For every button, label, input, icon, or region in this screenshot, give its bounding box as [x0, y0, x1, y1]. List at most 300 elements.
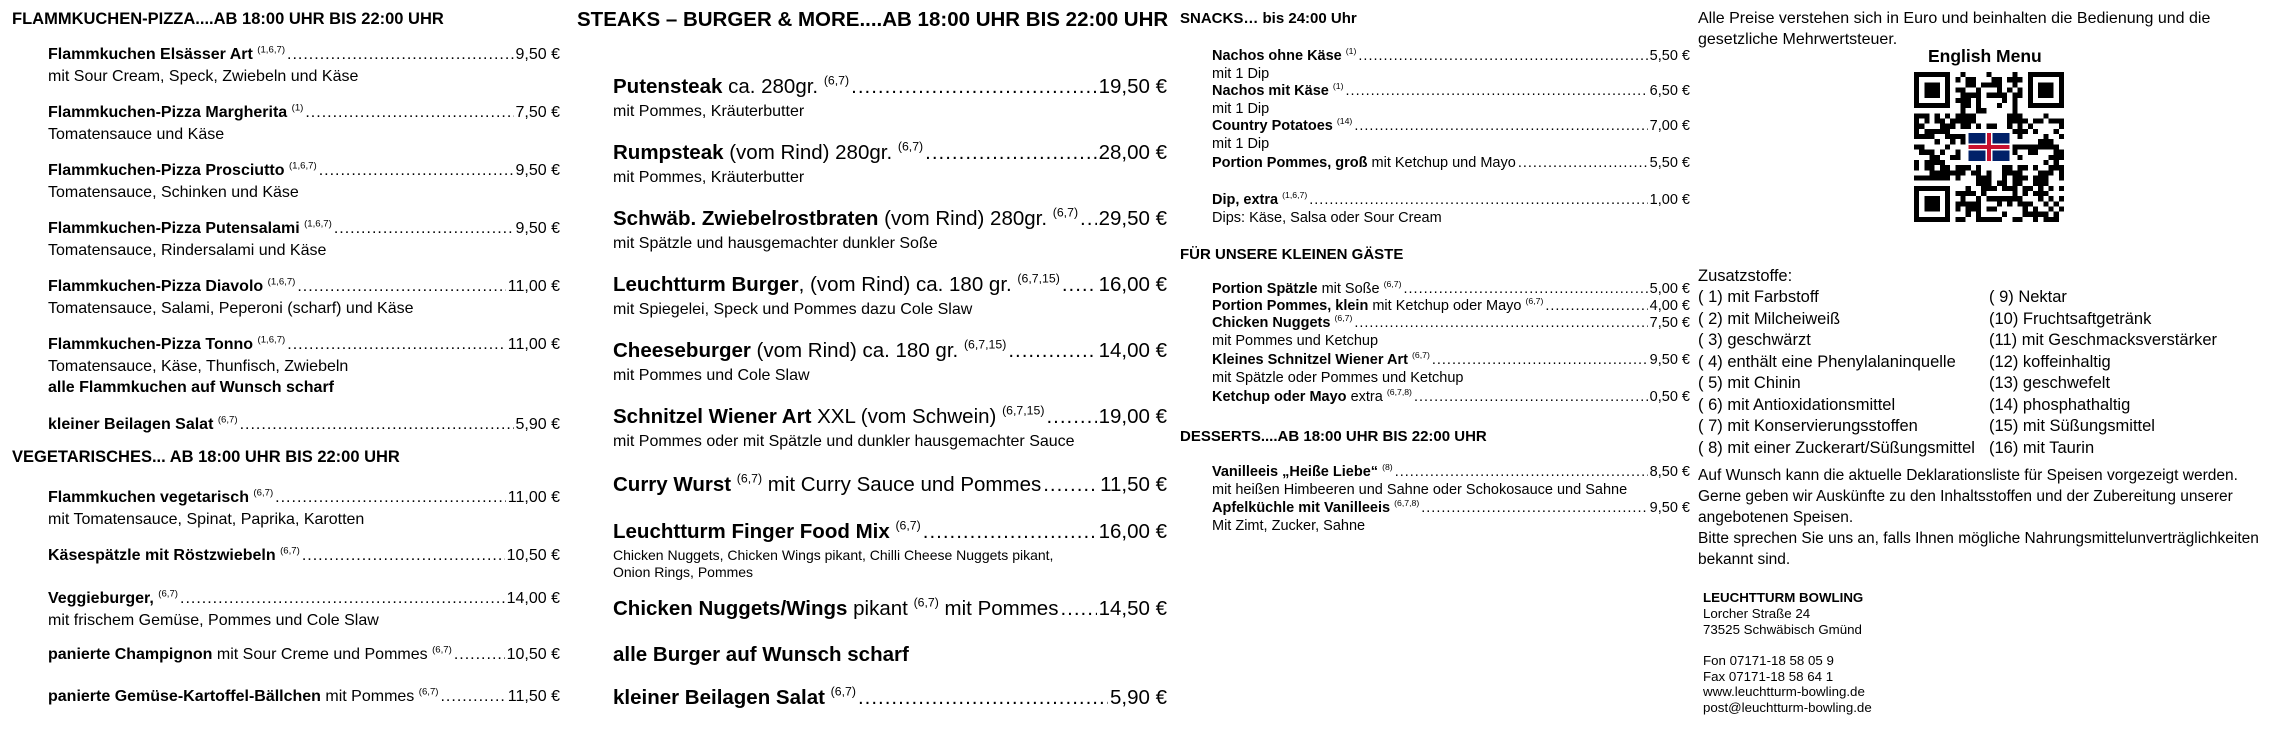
qr-module: [1992, 93, 1997, 98]
menu-item-description: Tomatensauce, Schinken und Käse: [48, 184, 299, 201]
menu-item-additives: (1,6,7): [267, 276, 296, 288]
menu-item-additives: (6,7): [432, 644, 452, 656]
qr-module: [1950, 119, 1955, 124]
qr-module: [1971, 82, 1976, 87]
deklaration-line: Bitte sprechen Sie uns an, falls Ihnen mögliche Nahrungsmittelunverträglichkeiten: [1698, 530, 2259, 547]
qr-module: [1997, 196, 2002, 201]
zusatzstoff-entry: (10) Fruchtsaftgetränk: [1989, 309, 2152, 328]
menu-item: [48, 336, 560, 376]
qr-module: [2017, 129, 2022, 134]
menu-item-name-group: [48, 646, 452, 664]
qr-module: [1966, 186, 1971, 191]
menu-item-name-group: [1212, 80, 1344, 99]
qr-module: [1919, 124, 1924, 129]
qr-module: [2007, 124, 2012, 129]
beilagen-salat-item-2: [613, 686, 1167, 713]
qr-module: [1961, 72, 1966, 77]
menu-item-row: [1212, 115, 1690, 136]
qr-module: [1986, 181, 1991, 186]
menu-item-description: mit 1 Dip: [1212, 136, 1270, 152]
menu-item-leader: [1358, 48, 1647, 64]
qr-module: [1976, 88, 1981, 93]
menu-item: [1212, 497, 1690, 535]
qr-module: [2038, 119, 2043, 124]
qr-module: [2017, 217, 2022, 222]
menu-item: [1212, 45, 1690, 83]
qr-module: [1976, 217, 1981, 222]
menu-item-description: mit Pommes, Kräuterbutter: [613, 103, 805, 120]
menu-item-row: [48, 416, 560, 437]
qr-module: [1981, 217, 1986, 222]
menu-item: [613, 597, 1167, 624]
qr-module: [2028, 186, 2033, 191]
menu-item-name-group: [48, 162, 317, 180]
menu-item-additives: (6,7): [736, 471, 763, 486]
menu-item-additives: (1): [1332, 80, 1344, 91]
menu-item-name-group: [48, 220, 332, 238]
menu-item-price: 8,50 €: [1649, 464, 1690, 480]
menu-item-name: Apfelküchle mit Vanilleeis: [1212, 500, 1391, 516]
menu-item-price: 0,50 €: [1649, 389, 1690, 405]
section-heading-kinder: FÜR UNSERE KLEINEN GÄSTE: [1180, 246, 1404, 263]
menu-item: [1212, 295, 1690, 316]
menu-item-description: Mit Zimt, Zucker, Sahne: [1212, 518, 1366, 534]
menu-item-price: 10,50 €: [506, 646, 560, 663]
qr-module: [2043, 170, 2048, 175]
menu-item-detail: (vom Rind) ca. 180 gr.: [750, 339, 959, 362]
qr-module: [1940, 119, 1945, 124]
qr-module: [1961, 103, 1966, 108]
qr-module: [1955, 165, 1960, 170]
qr-module: [2012, 191, 2017, 196]
qr-module: [2002, 196, 2007, 201]
menu-item-leader: [302, 547, 505, 565]
qr-module: [1981, 191, 1986, 196]
qr-finder: [1924, 82, 1940, 98]
menu-item-name-group: [1212, 278, 1402, 297]
menu-item-row: [1212, 295, 1690, 316]
qr-module: [2017, 77, 2022, 82]
menu-item-name-extra: „Heiße Liebe“: [1278, 464, 1379, 480]
qr-module: [1935, 139, 1940, 144]
menu-item-name-group: [1212, 115, 1353, 134]
qr-module: [2033, 150, 2038, 155]
qr-module: [1955, 88, 1960, 93]
qr-module: [1976, 170, 1981, 175]
qr-module: [2002, 170, 2007, 175]
menu-item-leader: [287, 336, 506, 354]
qr-module: [1966, 93, 1971, 98]
contact-block: [1703, 653, 1872, 715]
menu-item-additives: (6,7): [418, 686, 439, 698]
qr-module: [2012, 113, 2017, 118]
menu-item-price: 11,50 €: [1100, 473, 1167, 496]
menu-item-price: 6,50 €: [1649, 83, 1690, 99]
qr-module: [2017, 181, 2022, 186]
menu-item-description: mit heißen Himbeeren und Sahne oder Schokosauce und Sahne: [1212, 482, 1628, 498]
qr-module: [1961, 124, 1966, 129]
menu-item-row: [613, 405, 1167, 432]
qr-module: [1997, 88, 2002, 93]
qr-module: [1976, 108, 1981, 113]
address-line: 73525 Schwäbisch Gmünd: [1703, 621, 1862, 637]
menu-item-description: Tomatensauce, Salami, Peperoni (scharf) und Käse: [48, 300, 414, 317]
qr-module: [2033, 181, 2038, 186]
qr-module: [1945, 113, 1950, 118]
qr-module: [1986, 186, 1991, 191]
qr-module: [2033, 217, 2038, 222]
menu-item-row: [48, 590, 560, 611]
menu-item-additives: (6,7): [1052, 205, 1079, 220]
qr-module: [1919, 113, 1924, 118]
qr-module: [1940, 129, 1945, 134]
qr-module: [1961, 196, 1966, 201]
flammkuchen-scharf-note: alle Flammkuchen auf Wunsch scharf: [48, 379, 335, 396]
qr-module: [1919, 175, 1924, 180]
qr-module: [2043, 113, 2048, 118]
menu-item-additives: (6,7): [217, 414, 238, 426]
menu-item-additives: (14): [1336, 115, 1353, 126]
qr-module: [1955, 113, 1960, 118]
zusatzstoff-entry: ( 2) mit Milcheiweiß: [1698, 309, 1841, 328]
qr-module: [1986, 217, 1991, 222]
qr-module: [2048, 165, 2053, 170]
menu-item-description: mit Pommes oder mit Spätzle und dunkler hausgemachter Sauce: [613, 433, 1075, 450]
qr-module: [1935, 170, 1940, 175]
qr-module: [2012, 93, 2017, 98]
qr-module: [2023, 212, 2028, 217]
qr-module: [1914, 113, 1919, 118]
menu-item: [613, 207, 1167, 253]
qr-module: [1914, 129, 1919, 134]
qr-module: [1914, 124, 1919, 129]
qr-module: [1940, 165, 1945, 170]
qr-module: [2007, 119, 2012, 124]
qr-module: [2059, 134, 2064, 139]
qr-module: [2012, 181, 2017, 186]
menu-item-name-group: [1212, 312, 1353, 331]
menu-item-name: Portion Spätzle: [1212, 281, 1318, 297]
menu-item-row: [613, 141, 1167, 168]
deklaration-line: Auf Wunsch kann die aktuelle Deklarationsliste für Speisen vorgezeigt werden.: [1698, 467, 2238, 484]
menu-item-additives: (6,7): [1334, 312, 1353, 323]
qr-module: [1976, 175, 1981, 180]
qr-module: [2007, 186, 2012, 191]
qr-module: [2038, 212, 2043, 217]
menu-item-detail-2: mit Curry Sauce und Pommes: [762, 473, 1042, 496]
qr-module: [2054, 201, 2059, 206]
deklaration-line: bekannt sind.: [1698, 551, 1791, 568]
qr-module: [1966, 124, 1971, 129]
menu-item-name-group: [613, 597, 1058, 621]
menu-item-detail-2: mit Pommes: [938, 597, 1059, 620]
menu-item-description: Chicken Nuggets, Chicken Wings pikant, Chilli Cheese Nuggets pikant,: [613, 547, 1054, 563]
qr-module: [2012, 119, 2017, 124]
qr-module: [2023, 175, 2028, 180]
menu-item-leader: [275, 489, 506, 507]
menu-item-price: 10,50 €: [506, 547, 560, 564]
qr-module: [1940, 160, 1945, 165]
qr-module: [1986, 72, 1991, 77]
qr-module: [2023, 201, 2028, 206]
qr-module: [2038, 196, 2043, 201]
qr-module: [1930, 134, 1935, 139]
qr-module: [2012, 170, 2017, 175]
menu-item-additives: (6,7): [897, 139, 924, 154]
qr-module: [1971, 206, 1976, 211]
menu-item-additives: (6,7): [913, 595, 939, 610]
qr-module: [2054, 129, 2059, 134]
qr-module: [2033, 119, 2038, 124]
qr-module: [2012, 77, 2017, 82]
menu-item-name: Flammkuchen-Pizza Diavolo: [48, 278, 264, 295]
qr-module: [1961, 217, 1966, 222]
menu-item: [1212, 386, 1690, 407]
qr-module: [1940, 150, 1945, 155]
qr-module: [2059, 165, 2064, 170]
menu-item-price: 16,00 €: [1098, 273, 1167, 296]
menu-item-name-group: [1212, 386, 1412, 405]
menu-item-detail: XXL (vom Schwein): [811, 405, 997, 428]
qr-module: [2043, 201, 2048, 206]
menu-item-name: Rumpsteak: [613, 141, 724, 164]
menu-item-row: [48, 46, 560, 67]
qr-module: [2023, 119, 2028, 124]
menu-item-name: kleiner Beilagen Salat: [48, 416, 214, 433]
menu-item-price: 16,00 €: [1098, 520, 1167, 543]
qr-module: [1966, 201, 1971, 206]
menu-item-name: panierte Champignon: [48, 646, 213, 663]
menu-item: [1212, 155, 1690, 173]
menu-item-detail: mit Sour Creme und Pommes: [212, 646, 428, 663]
menu-item-name: Nachos mit Käse: [1212, 83, 1329, 99]
zusatzstoff-entry: (14) phosphathaltig: [1989, 395, 2131, 414]
qr-module: [1955, 155, 1960, 160]
qr-module: [2059, 206, 2064, 211]
qr-module: [1961, 98, 1966, 103]
menu-item-detail: extra: [1346, 389, 1383, 405]
qr-module: [2017, 165, 2022, 170]
qr-module: [2043, 212, 2048, 217]
menu-item-row: [48, 489, 560, 510]
qr-module: [1976, 206, 1981, 211]
menu-item-leader: [319, 162, 514, 180]
menu-item-name: Leuchtturm Finger Food Mix: [613, 520, 890, 543]
preise-note: Alle Preise verstehen sich in Euro und beinhalten die Bedienung und die gesetzliche Mehrwertsteuer.: [1698, 10, 2211, 48]
menu-item-name-group: [1212, 155, 1516, 171]
deklaration-line: angebotenen Speisen.: [1698, 509, 1854, 526]
menu-item-row: [1212, 45, 1690, 66]
contact-line: Fax 07171-18 58 64 1: [1703, 668, 1834, 684]
qr-module: [1924, 129, 1929, 134]
menu-item-row: [613, 75, 1167, 102]
menu-item-row: [613, 520, 1167, 547]
qr-module: [2038, 139, 2043, 144]
qr-module: [1976, 93, 1981, 98]
zusatzstoffe-list-left: [1698, 287, 1975, 459]
qr-module: [2059, 124, 2064, 129]
qr-module: [1971, 170, 1976, 175]
menu-item-name: Chicken Nuggets: [1212, 315, 1331, 331]
qr-module: [1986, 93, 1991, 98]
qr-module: [1966, 113, 1971, 118]
menu-item-row: [1212, 349, 1690, 370]
menu-item-detail: mit Soße: [1317, 281, 1380, 297]
menu-item-name-group: [48, 104, 303, 122]
menu-item-name: Portion Pommes, groß: [1212, 155, 1368, 171]
qr-code-icon[interactable]: [1914, 72, 2064, 222]
menu-item-name: Flammkuchen-Pizza Tonno: [48, 336, 254, 353]
menu-item-leader: [1043, 473, 1098, 497]
qr-module: [1976, 196, 1981, 201]
qr-module: [2043, 139, 2048, 144]
menu-item-price: 4,00 €: [1649, 298, 1690, 314]
qr-module: [2007, 201, 2012, 206]
qr-module: [1930, 155, 1935, 160]
menu-item-name-group: [1212, 497, 1420, 516]
qr-module: [1935, 175, 1940, 180]
qr-module: [1966, 103, 1971, 108]
section-heading-desserts: DESSERTS....AB 18:00 UHR BIS 22:00 UHR: [1180, 428, 1487, 445]
menu-item-row: [48, 220, 560, 241]
qr-module: [2048, 196, 2053, 201]
menu-item-description: mit 1 Dip: [1212, 66, 1270, 82]
qr-module: [1950, 134, 1955, 139]
menu-item-price: 29,50 €: [1098, 207, 1167, 230]
menu-item: [48, 278, 560, 318]
menu-item-leader: [923, 520, 1097, 544]
qr-module: [2007, 196, 2012, 201]
menu-item-price: 19,50 €: [1098, 75, 1167, 98]
qr-module: [1924, 113, 1929, 118]
menu-item-name: Country Potatoes: [1212, 118, 1333, 134]
qr-module: [2028, 201, 2033, 206]
qr-module: [1971, 113, 1976, 118]
menu-item-additives: (6,7): [1411, 349, 1430, 360]
address-name: LEUCHTTURM BOWLING: [1703, 590, 1864, 605]
menu-item: [48, 489, 560, 529]
qr-module: [2007, 77, 2012, 82]
qr-module: [1997, 93, 2002, 98]
qr-module: [1955, 98, 1960, 103]
menu-item-name-group: [613, 141, 923, 165]
menu-item-price: 7,50 €: [515, 104, 560, 121]
menu-item-detail: mit Ketchup oder Mayo: [1368, 298, 1522, 314]
menu-item-leader: [1414, 389, 1648, 405]
menu-item-price: 14,50 €: [1098, 597, 1167, 620]
qr-module: [1930, 175, 1935, 180]
menu-item-additives: (1): [291, 102, 304, 114]
qr-module: [2002, 186, 2007, 191]
menu-item-leader: [1518, 155, 1648, 171]
menu-item-leader: [440, 688, 505, 706]
menu-item-name: Portion Pommes, klein: [1212, 298, 1369, 314]
menu-item-detail: , (vom Rind) ca. 180 gr.: [798, 273, 1012, 296]
menu-item: [613, 273, 1167, 319]
menu-item-name-group: [613, 273, 1060, 297]
qr-module: [1961, 108, 1966, 113]
menu-item-row: [1212, 461, 1690, 482]
qr-module: [2028, 144, 2033, 149]
qr-module: [1966, 165, 1971, 170]
qr-module: [1955, 206, 1960, 211]
qr-module: [1981, 181, 1986, 186]
dip-item: [1212, 189, 1690, 227]
menu-item-leader: [1309, 192, 1647, 208]
qr-module: [1955, 201, 1960, 206]
menu-item-description: Tomatensauce, Rindersalami und Käse: [48, 242, 327, 259]
qr-module: [2059, 150, 2064, 155]
qr-module: [2012, 82, 2017, 87]
qr-module: [2023, 206, 2028, 211]
menu-item-name-group: [48, 489, 273, 507]
section-heading-vegetarisch: VEGETARISCHES... AB 18:00 UHR BIS 22:00 UHR: [12, 448, 400, 466]
menu-item-name-group: [48, 547, 300, 565]
qr-module: [2002, 175, 2007, 180]
contact-line: Fon 07171-18 58 05 9: [1703, 653, 1834, 668]
menu-item-row: [1212, 497, 1690, 518]
qr-module: [1935, 155, 1940, 160]
qr-module: [1992, 196, 1997, 201]
menu-item-price: 5,50 €: [1649, 48, 1690, 64]
menu-item-price: 11,00 €: [507, 336, 560, 353]
menu-item-price: 1,00 €: [1649, 192, 1690, 208]
menu-item-description: mit 1 Dip: [1212, 101, 1270, 117]
qr-module: [1924, 160, 1929, 165]
qr-module: [1986, 175, 1991, 180]
menu-item-name-group: [613, 405, 1044, 429]
menu-item-price: 28,00 €: [1098, 141, 1167, 164]
qr-module: [1940, 170, 1945, 175]
qr-module: [2017, 88, 2022, 93]
menu-item: [48, 688, 560, 709]
menu-item-leader: [1421, 500, 1647, 516]
menu-item: [48, 46, 560, 86]
qr-module: [2012, 103, 2017, 108]
menu-item: [48, 220, 560, 260]
menu-item: [613, 405, 1167, 451]
qr-module: [1945, 175, 1950, 180]
qr-module: [2059, 119, 2064, 124]
qr-module: [1961, 134, 1966, 139]
qr-module: [1961, 165, 1966, 170]
menu-item-row: [48, 646, 560, 667]
qr-module: [2017, 119, 2022, 124]
qr-module: [2043, 191, 2048, 196]
qr-module: [1966, 98, 1971, 103]
qr-module: [1992, 82, 1997, 87]
qr-module: [2038, 191, 2043, 196]
qr-module: [2043, 181, 2048, 186]
menu-item-name: Flammkuchen-Pizza Margherita: [48, 104, 288, 121]
menu-item-leader: [1354, 315, 1647, 331]
qr-module: [1945, 170, 1950, 175]
menu-item-leader: [851, 75, 1096, 99]
zusatzstoffe-title: Zusatzstoffe:: [1698, 267, 1793, 285]
menu-item-leader: [454, 646, 505, 664]
zusatzstoff-entry: ( 7) mit Konservierungsstoffen: [1698, 417, 1918, 435]
qr-module: [2017, 124, 2022, 129]
menu-item-price: 11,00 €: [507, 489, 560, 506]
qr-module: [1950, 170, 1955, 175]
qr-module: [1924, 175, 1929, 180]
menu-item-row: [1212, 386, 1690, 407]
menu-item-leader: [858, 686, 1108, 710]
menu-item-detail: mit Pommes: [320, 688, 415, 705]
zusatzstoffe-list-right: [1989, 287, 2217, 459]
qr-module: [1961, 88, 1966, 93]
menu-item-name: Cheeseburger: [613, 339, 751, 362]
